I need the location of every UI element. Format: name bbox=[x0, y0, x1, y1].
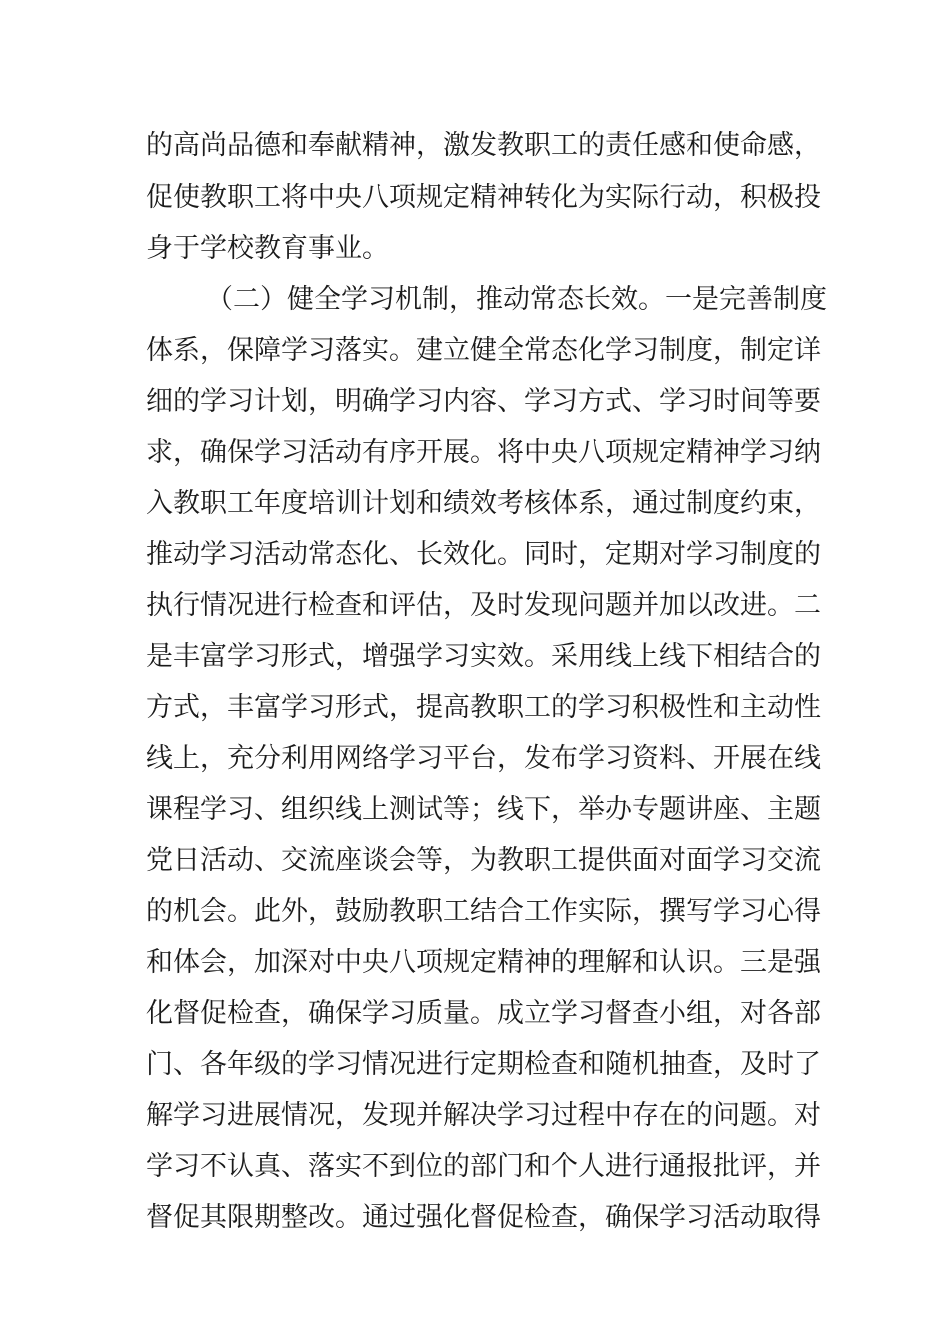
text-line: 解学习进展情况，发现并解决学习过程中存在的问题。对 bbox=[146, 1100, 821, 1131]
text-line: 是丰富学习形式，增强学习实效。采用线上线下相结合的 bbox=[146, 641, 821, 672]
text-line: 入教职工年度培训计划和绩效考核体系，通过制度约束， bbox=[146, 488, 821, 519]
text-line: 推动学习活动常态化、长效化。同时，定期对学习制度的 bbox=[146, 539, 821, 570]
text-line: 细的学习计划，明确学习内容、学习方式、学习时间等要 bbox=[146, 386, 821, 417]
text-line: 的高尚品德和奉献精神，激发教职工的责任感和使命感， bbox=[146, 130, 821, 161]
text-line: 化督促检查，确保学习质量。成立学习督查小组，对各部 bbox=[146, 998, 821, 1029]
text-line: 体系，保障学习落实。建立健全常态化学习制度，制定详 bbox=[146, 335, 821, 366]
text-line: 促使教职工将中央八项规定精神转化为实际行动，积极投 bbox=[146, 182, 821, 213]
text-line: 身于学校教育事业。 bbox=[146, 233, 389, 264]
text-line: 门、各年级的学习情况进行定期检查和随机抽查，及时了 bbox=[146, 1049, 821, 1080]
text-line: 线上，充分利用网络学习平台，发布学习资料、开展在线 bbox=[146, 743, 821, 774]
text-line: 的机会。此外，鼓励教职工结合工作实际，撰写学习心得 bbox=[146, 896, 821, 927]
text-line: 学习不认真、落实不到位的部门和个人进行通报批评，并 bbox=[146, 1151, 821, 1182]
text-line: 求，确保学习活动有序开展。将中央八项规定精神学习纳 bbox=[146, 437, 821, 468]
section-heading-line: （二）健全学习机制，推动常态长效。一是完善制度 bbox=[206, 284, 827, 315]
text-line: 督促其限期整改。通过强化督促检查，确保学习活动取得 bbox=[146, 1202, 821, 1233]
text-line: 和体会，加深对中央八项规定精神的理解和认识。三是强 bbox=[146, 947, 821, 978]
text-line: 执行情况进行检查和评估，及时发现问题并加以改进。二 bbox=[146, 590, 821, 621]
text-line: 党日活动、交流座谈会等，为教职工提供面对面学习交流 bbox=[146, 845, 821, 876]
text-line: 方式，丰富学习形式，提高教职工的学习积极性和主动性 bbox=[146, 692, 821, 723]
text-line: 课程学习、组织线上测试等；线下，举办专题讲座、主题 bbox=[146, 794, 821, 825]
